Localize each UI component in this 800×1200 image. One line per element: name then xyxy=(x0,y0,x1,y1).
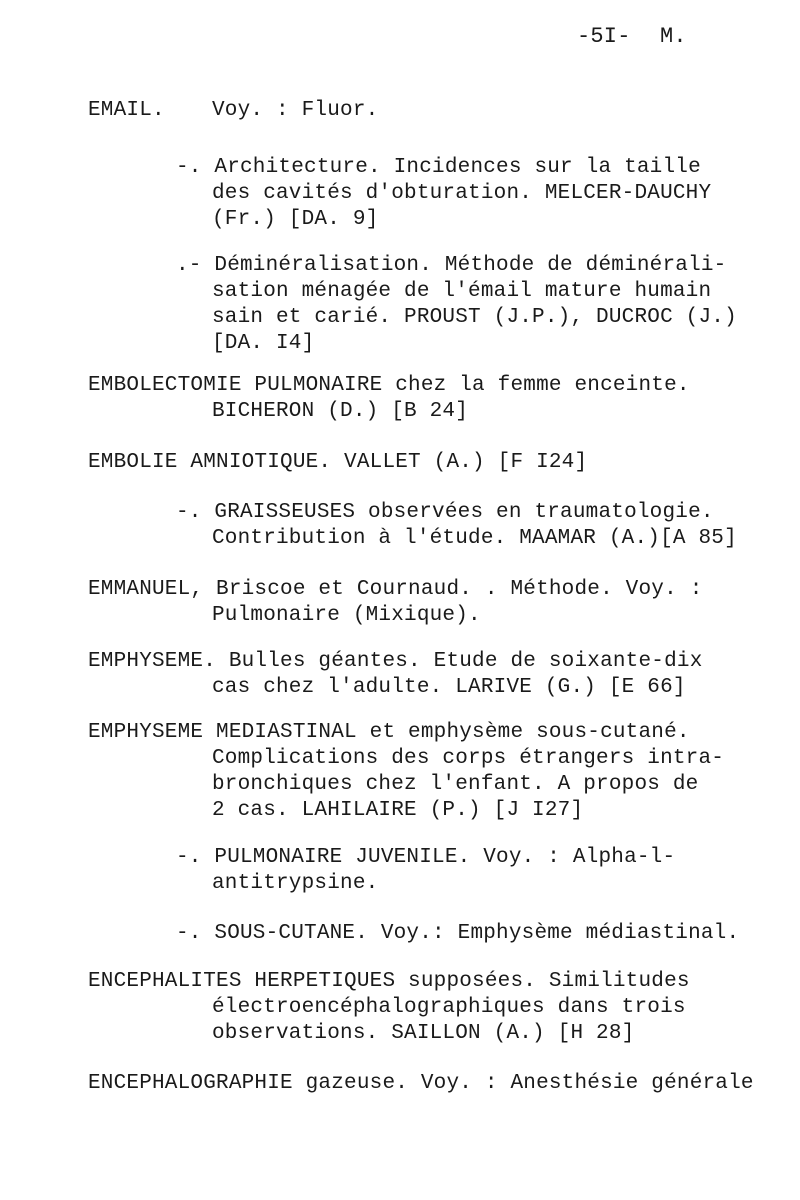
page-number: -5I- xyxy=(577,24,631,49)
entry-line: cas chez l'adulte. LARIVE (G.) [E 66] xyxy=(212,676,686,699)
entry-line: .- Déminéralisation. Méthode de déminérali- xyxy=(176,254,727,277)
entry-line: ENCEPHALITES HERPETIQUES supposées. Similitudes xyxy=(88,970,690,993)
entry-line: observations. SAILLON (A.) [H 28] xyxy=(212,1022,635,1045)
entry-line: [DA. I4] xyxy=(212,332,315,355)
entry-line: EMMANUEL, Briscoe et Cournaud. . Méthode. Voy. : xyxy=(88,578,703,601)
entry-line: 2 cas. LAHILAIRE (P.) [J I27] xyxy=(212,799,584,822)
entry-line: bronchiques chez l'enfant. A propos de xyxy=(212,773,699,796)
entry-head: EMAIL. xyxy=(88,99,165,122)
entry-line: EMPHYSEME MEDIASTINAL et emphysème sous-cutané. xyxy=(88,721,690,744)
entry-line: Pulmonaire (Mixique). xyxy=(212,604,481,627)
entry-line: électroencéphalographiques dans trois xyxy=(212,996,686,1019)
entry-line: Voy. : Fluor. xyxy=(212,99,379,122)
entry-line: -. Architecture. Incidences sur la taille xyxy=(176,156,701,179)
entry-line: ENCEPHALOGRAPHIE gazeuse. Voy. : Anesthésie générale xyxy=(88,1072,754,1095)
entry-line: Complications des corps étrangers intra- xyxy=(212,747,725,770)
entry-line: EMBOLECTOMIE PULMONAIRE chez la femme enceinte. xyxy=(88,374,690,397)
entry-line: sation ménagée de l'émail mature humain xyxy=(212,280,712,303)
entry-line: antitrypsine. xyxy=(212,872,379,895)
entry-line: -. SOUS-CUTANE. Voy.: Emphysème médiastinal. xyxy=(176,922,740,945)
entry-line: Contribution à l'étude. MAAMAR (A.)[A 85] xyxy=(212,527,737,550)
entry-line: -. GRAISSEUSES observées en traumatologie. xyxy=(176,501,714,524)
entry-line: des cavités d'obturation. MELCER-DAUCHY xyxy=(212,182,712,205)
entry-line: EMBOLIE AMNIOTIQUE. VALLET (A.) [F I24] xyxy=(88,451,588,474)
entry-line: BICHERON (D.) [B 24] xyxy=(212,400,469,423)
entry-line: sain et carié. PROUST (J.P.), DUCROC (J.) xyxy=(212,306,737,329)
page-letter: M. xyxy=(660,24,687,49)
entry-line: (Fr.) [DA. 9] xyxy=(212,208,379,231)
entry-line: -. PULMONAIRE JUVENILE. Voy. : Alpha-l- xyxy=(176,846,676,869)
entry-line: EMPHYSEME. Bulles géantes. Etude de soixante-dix xyxy=(88,650,703,673)
